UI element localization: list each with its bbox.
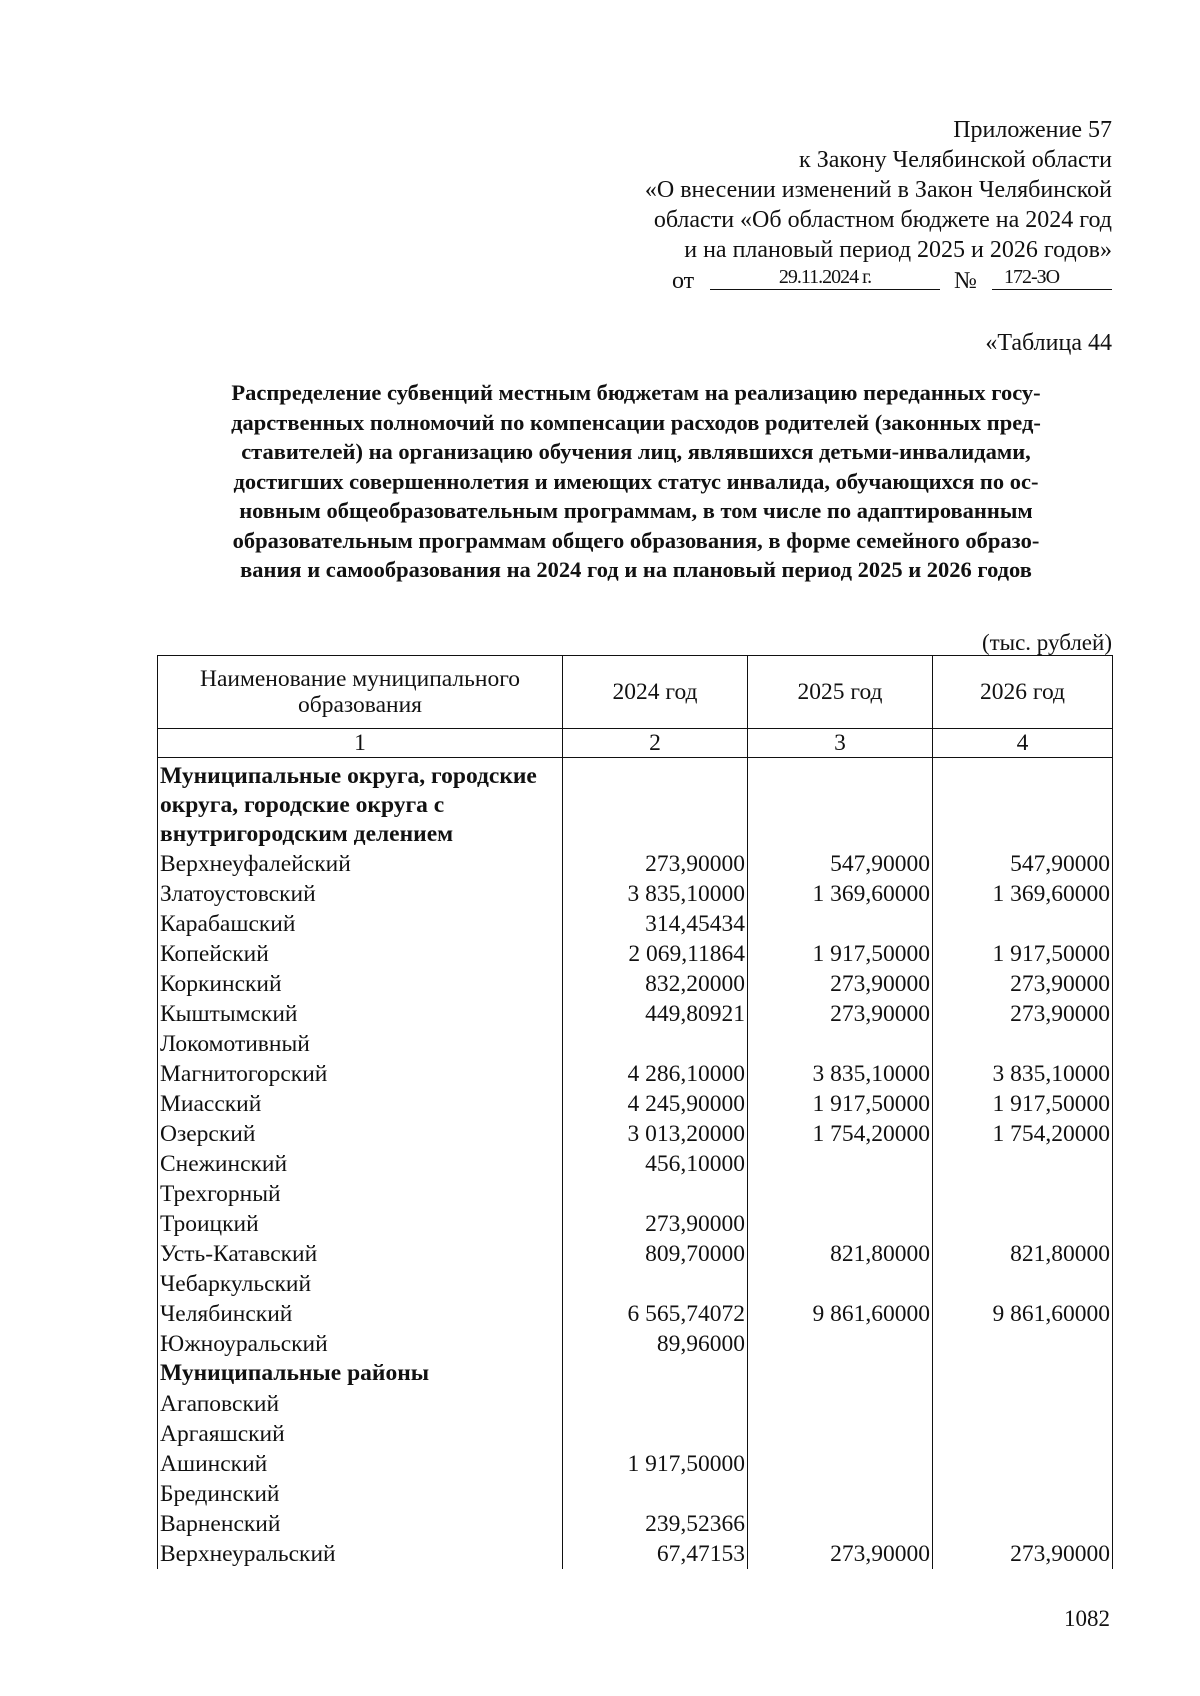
value-2026 — [933, 1209, 1113, 1239]
value-2026: 1 754,20000 — [933, 1119, 1113, 1149]
value-2026: 1 917,50000 — [933, 939, 1113, 969]
table-row — [158, 1269, 1113, 1299]
municipality-name: Миасский — [158, 1089, 563, 1119]
group-row — [158, 762, 1113, 849]
value-2025: 1 917,50000 — [748, 939, 933, 969]
value-2025 — [748, 1029, 933, 1059]
municipality-name: Варненский — [158, 1509, 563, 1539]
value-2024: 832,20000 — [563, 969, 748, 999]
value-2026: 1 369,60000 — [933, 879, 1113, 909]
value-2025: 547,90000 — [748, 849, 933, 879]
table-row — [158, 999, 1113, 1029]
table-label: «Таблица 44 — [985, 330, 1112, 356]
value-2024 — [563, 1179, 748, 1209]
title-line: вания и самообразования на 2024 год и на плановый период 2025 и 2026 годов — [240, 557, 1032, 582]
municipality-name: Верхнеуральский — [158, 1539, 563, 1569]
municipality-name: Усть-Катавский — [158, 1239, 563, 1269]
value-2026: 1 917,50000 — [933, 1089, 1113, 1119]
law-date: 29.11.2024 г. — [710, 266, 940, 290]
municipality-name: Троицкий — [158, 1209, 563, 1239]
municipality-name: Ашинский — [158, 1449, 563, 1479]
header-2024: 2024 год — [563, 656, 748, 729]
value-2025 — [748, 1419, 933, 1449]
column-number: 1 — [158, 729, 563, 758]
value-2025: 273,90000 — [748, 1539, 933, 1569]
table-row — [158, 1209, 1113, 1239]
table-row — [158, 1179, 1113, 1209]
table-row — [158, 849, 1113, 879]
title-line: Распределение субвенций местным бюджетам на реализацию переданных госу- — [231, 380, 1041, 405]
value-2026 — [933, 1329, 1113, 1359]
value-2024 — [563, 762, 748, 849]
municipality-name: Локомотивный — [158, 1029, 563, 1059]
table-row — [158, 1479, 1113, 1509]
municipality-name: Аргаяшский — [158, 1419, 563, 1449]
column-number: 4 — [933, 729, 1113, 758]
column-number: 2 — [563, 729, 748, 758]
table-row — [158, 879, 1113, 909]
value-2024: 273,90000 — [563, 1209, 748, 1239]
table-row — [158, 1029, 1113, 1059]
value-2025 — [748, 1149, 933, 1179]
value-2026 — [933, 762, 1113, 849]
title-line: достигших совершеннолетия и имеющих статус инвалида, обучающихся по ос- — [233, 468, 1039, 494]
value-2025 — [748, 1209, 933, 1239]
value-2025 — [748, 762, 933, 849]
table-row — [158, 1149, 1113, 1179]
value-2026: 273,90000 — [933, 999, 1113, 1029]
value-2024: 4 245,90000 — [563, 1089, 748, 1119]
value-2026 — [933, 1269, 1113, 1299]
value-2025: 821,80000 — [748, 1239, 933, 1269]
value-2024: 314,45434 — [563, 909, 748, 939]
value-2024: 3 835,10000 — [563, 879, 748, 909]
title-line: новным общеобразовательным программам, в том числе по адаптированным — [239, 498, 1033, 523]
value-2026: 273,90000 — [933, 1539, 1113, 1569]
value-2025 — [748, 1329, 933, 1359]
title-line: образовательным программам общего образования, в форме семейного образо- — [232, 527, 1040, 553]
value-2024: 449,80921 — [563, 999, 748, 1029]
value-2025 — [748, 1449, 933, 1479]
table-row — [158, 1509, 1113, 1539]
value-2025 — [748, 1509, 933, 1539]
value-2025 — [748, 1359, 933, 1389]
municipality-name: Верхнеуфалейский — [158, 849, 563, 879]
title-line: дарственных полномочий по компенсации расходов родителей (законных пред- — [231, 409, 1041, 435]
header-2025: 2025 год — [748, 656, 933, 729]
value-2025: 3 835,10000 — [748, 1059, 933, 1089]
municipality-name: Златоустовский — [158, 879, 563, 909]
header-municipality: Наименование муниципального образования — [158, 656, 563, 729]
value-2024: 89,96000 — [563, 1329, 748, 1359]
header-line: к Закону Челябинской области — [799, 147, 1112, 173]
table-body — [158, 729, 1113, 1570]
value-2026: 3 835,10000 — [933, 1059, 1113, 1089]
value-2024: 6 565,74072 — [563, 1299, 748, 1329]
municipality-name: Трехгорный — [158, 1179, 563, 1209]
value-2026 — [933, 1509, 1113, 1539]
value-2024: 273,90000 — [563, 849, 748, 879]
value-2024: 3 013,20000 — [563, 1119, 748, 1149]
group-row — [158, 1359, 1113, 1389]
value-2024: 239,52366 — [563, 1509, 748, 1539]
ot-label: от — [672, 268, 695, 294]
value-2024 — [563, 1389, 748, 1419]
municipality-name: Муниципальные округа, городские округа, городские округа с внутригородским делением — [158, 762, 563, 849]
header-2026: 2026 год — [933, 656, 1113, 729]
value-2024 — [563, 1479, 748, 1509]
value-2024: 809,70000 — [563, 1239, 748, 1269]
value-2024 — [563, 1029, 748, 1059]
table-row — [158, 909, 1113, 939]
value-2026 — [933, 1449, 1113, 1479]
municipality-name: Кыштымский — [158, 999, 563, 1029]
value-2026 — [933, 1419, 1113, 1449]
municipality-name: Снежинский — [158, 1149, 563, 1179]
appendix-header — [552, 115, 1112, 265]
value-2026: 821,80000 — [933, 1239, 1113, 1269]
table-row — [158, 1449, 1113, 1479]
municipality-name: Магнитогорский — [158, 1059, 563, 1089]
value-2024: 67,47153 — [563, 1539, 748, 1569]
value-2024 — [563, 1419, 748, 1449]
table-row — [158, 1089, 1113, 1119]
subsidy-table — [157, 655, 1113, 1569]
table-row — [158, 1539, 1113, 1569]
value-2024: 1 917,50000 — [563, 1449, 748, 1479]
table-header-row — [158, 656, 1113, 729]
law-number: 172-ЗО — [992, 266, 1112, 290]
value-2025: 9 861,60000 — [748, 1299, 933, 1329]
value-2025: 273,90000 — [748, 969, 933, 999]
value-2026 — [933, 909, 1113, 939]
municipality-name: Муниципальные районы — [158, 1359, 563, 1389]
municipality-name: Копейский — [158, 939, 563, 969]
header-line: и на плановый период 2025 и 2026 годов» — [684, 237, 1112, 263]
value-2026 — [933, 1149, 1113, 1179]
value-2024 — [563, 1359, 748, 1389]
municipality-name: Чебаркульский — [158, 1269, 563, 1299]
title-line: ставителей) на организацию обучения лиц, являвшихся детьми-инвалидами, — [241, 439, 1031, 464]
value-2026: 273,90000 — [933, 969, 1113, 999]
municipality-name: Южноуральский — [158, 1329, 563, 1359]
value-2025: 273,90000 — [748, 999, 933, 1029]
value-2025: 1 369,60000 — [748, 879, 933, 909]
table-row — [158, 969, 1113, 999]
municipality-name: Озерский — [158, 1119, 563, 1149]
table-row — [158, 1239, 1113, 1269]
value-2024: 456,10000 — [563, 1149, 748, 1179]
table-row — [158, 1299, 1113, 1329]
value-2025 — [748, 1389, 933, 1419]
column-number: 3 — [748, 729, 933, 758]
municipality-name: Коркинский — [158, 969, 563, 999]
value-2026: 9 861,60000 — [933, 1299, 1113, 1329]
value-2025 — [748, 1269, 933, 1299]
units-label: (тыс. рублей) — [981, 630, 1112, 655]
value-2025 — [748, 909, 933, 939]
table-row — [158, 1119, 1113, 1149]
table-row — [158, 1059, 1113, 1089]
municipality-name: Агаповский — [158, 1389, 563, 1419]
page-number: 1082 — [1064, 1606, 1110, 1631]
value-2026: 547,90000 — [933, 849, 1113, 879]
value-2024 — [563, 1269, 748, 1299]
table-row — [158, 1389, 1113, 1419]
table-row — [158, 939, 1113, 969]
municipality-name: Карабашский — [158, 909, 563, 939]
value-2025: 1 754,20000 — [748, 1119, 933, 1149]
number-label: № — [954, 268, 977, 294]
value-2026 — [933, 1359, 1113, 1389]
document-title — [160, 378, 1112, 585]
municipality-name: Челябинский — [158, 1299, 563, 1329]
header-line: Приложение 57 — [953, 117, 1112, 143]
table-row — [158, 1329, 1113, 1359]
value-2024: 4 286,10000 — [563, 1059, 748, 1089]
value-2025 — [748, 1479, 933, 1509]
table-row — [158, 1419, 1113, 1449]
column-number-row — [158, 729, 1113, 758]
law-reference-line — [672, 266, 1112, 296]
value-2026 — [933, 1029, 1113, 1059]
value-2025 — [748, 1179, 933, 1209]
municipality-name: Брединский — [158, 1479, 563, 1509]
value-2025: 1 917,50000 — [748, 1089, 933, 1119]
value-2024: 2 069,11864 — [563, 939, 748, 969]
value-2026 — [933, 1479, 1113, 1509]
value-2026 — [933, 1389, 1113, 1419]
header-line: области «Об областном бюджете на 2024 год — [653, 207, 1112, 233]
header-line: «О внесении изменений в Закон Челябинской — [644, 177, 1112, 203]
value-2026 — [933, 1179, 1113, 1209]
